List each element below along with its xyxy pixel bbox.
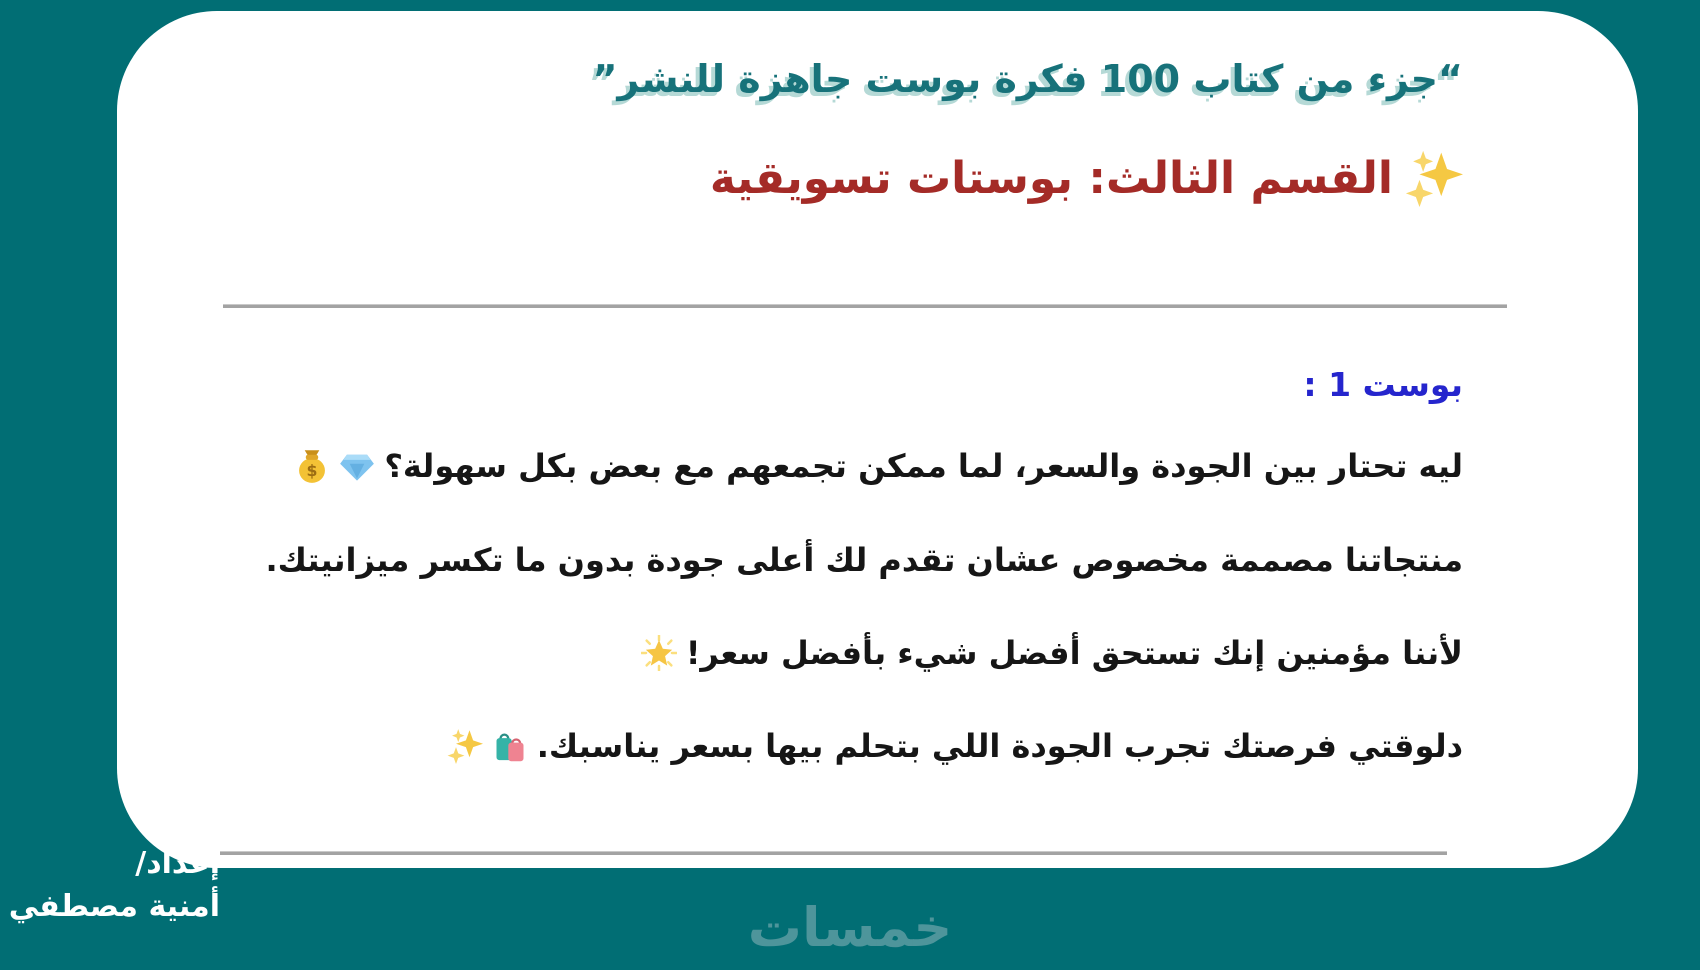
document-card	[117, 11, 1638, 868]
author-name: أمنية مصطفي	[8, 889, 220, 924]
divider-bottom	[220, 851, 1447, 855]
sparkles-icon	[1405, 149, 1463, 207]
sparkles-icon	[447, 728, 483, 764]
book-title: “جزء من كتاب 100 فكرة بوست جاهزة للنشر”	[592, 57, 1463, 101]
post-number-label: بوست 1 :	[1303, 365, 1463, 404]
section-heading-text: القسم الثالث: بوستات تسويقية	[709, 152, 1393, 204]
post-line	[641, 634, 1463, 672]
post-line-text: ليه تحتار بين الجودة والسعر، لما ممكن تجمعهم مع بعض بكل سهولة؟	[384, 447, 1463, 485]
shopping-bags-icon	[492, 728, 528, 764]
gem-icon	[339, 448, 375, 484]
post-line-text: دلوقتي فرصتك تجرب الجودة اللي بتحلم بيها بسعر يناسبك.	[536, 727, 1463, 765]
divider-top	[223, 304, 1507, 308]
post-line	[447, 727, 1463, 765]
khamsat-watermark-logo: خمسات	[747, 896, 953, 959]
post-line	[265, 541, 1463, 579]
post-line-text: منتجاتنا مصممة مخصوص عشان تقدم لك أعلى جودة بدون ما تكسر ميزانيتك.	[265, 541, 1463, 579]
post-line	[294, 447, 1463, 485]
glowing-star-icon	[641, 635, 677, 671]
post-line-text: لأننا مؤمنين إنك تستحق أفضل شيء بأفضل سعر!	[685, 634, 1463, 672]
section-heading	[710, 149, 1463, 207]
svg-text:$: $	[306, 461, 318, 481]
prepared-by-label: إعداد/	[135, 846, 220, 881]
money-bag-icon	[294, 448, 330, 484]
